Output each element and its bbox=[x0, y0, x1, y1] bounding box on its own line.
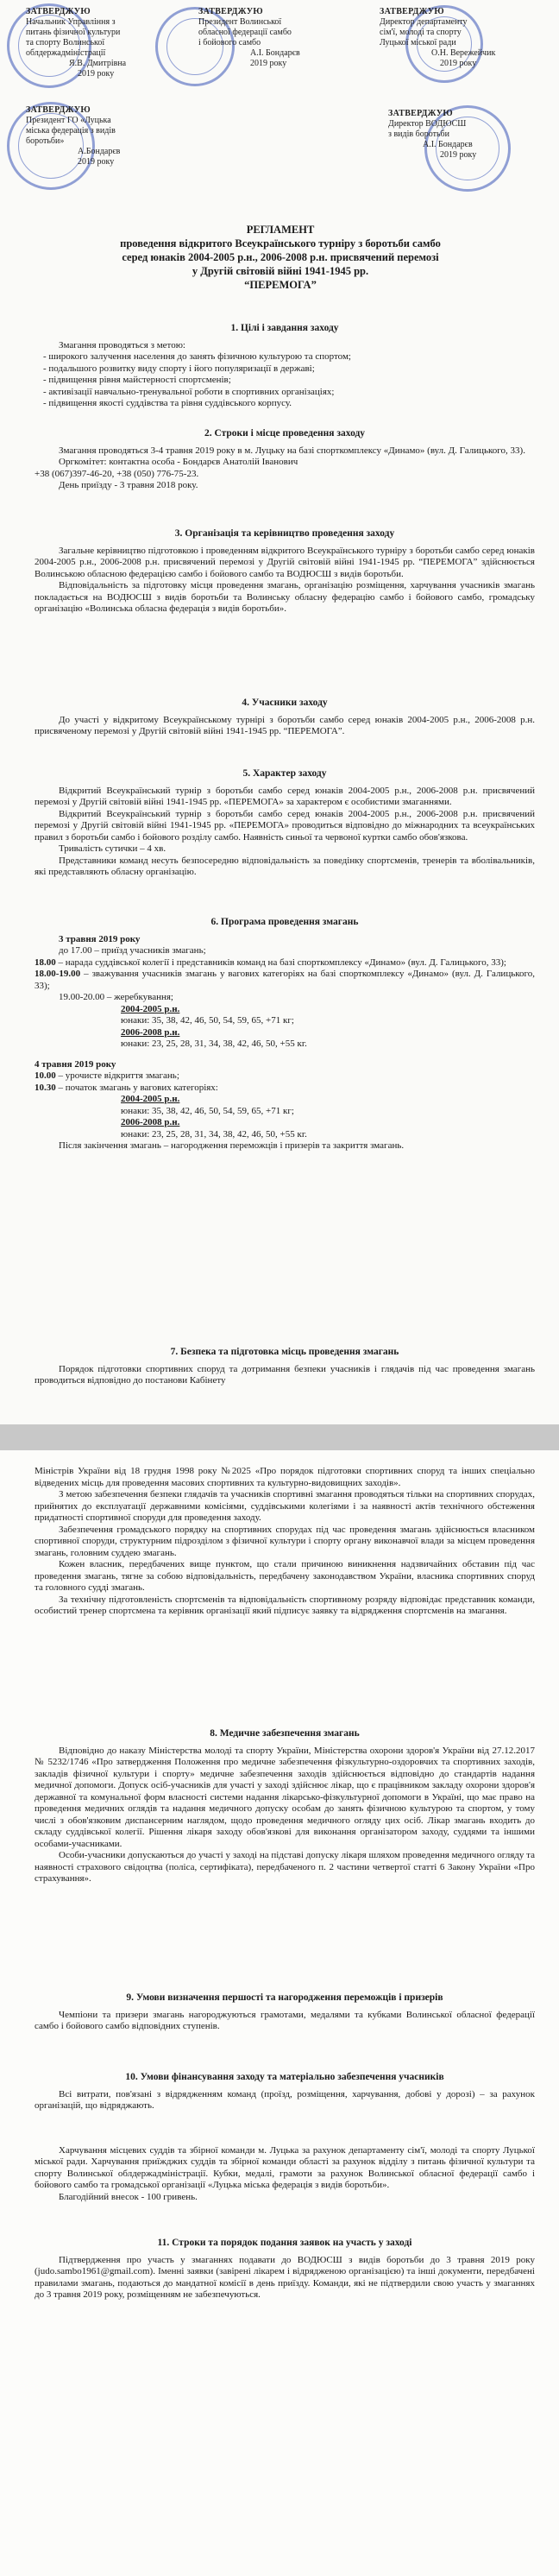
approval-block-1: ЗАТВЕРДЖУЮ Начальник Управління з питань фізичної культури та спорту Волинської облдержадміністрації Я.В. Дмитрівна 2019 року bbox=[26, 7, 127, 79]
approval-block-4: ЗАТВЕРДЖУЮ Президент ГО «Луцька міська федерація з видів боротьби» А.Бондарєв 2019 року bbox=[26, 105, 121, 167]
document-title: РЕГЛАМЕНТ проведення відкритого Всеукраїнського турніру з боротьби самбо серед юнаків 2004-2005 р.н., 2006-2008 р.н. присвячений перемозі у Другій світовій війні 1941-1945 рр. “ПЕРЕМОГА” bbox=[120, 224, 441, 291]
section-participants: 4. Учасники заходу До участі у відкритому Всеукраїнському турнірі з боротьби самбо серед юнаків 2004-2005 р.н., 2006-2008 р.н. присвяченому перемозі у Другій світовій війні 1941-1945 рр. “ПЕРЕМОГА”. bbox=[35, 698, 535, 736]
section-applications: 11. Строки та порядок подання заявок на участь у заході Підтвердження про участь у змаганнях подавати до ВОДЮСШ з видів боротьби до 3 травня 2019 року (judo.sambo1961@gmail.com). Іменні заявки (завірені лікарем і відрядженою організацією) та інші документи, передбачені правилами змагань, подаються до мандатної комісії в день приїзду. Команди, які не підтвердили свою участь у змаганнях до 3 травня 2019 року, розміщенням не забезпечуються. bbox=[35, 2238, 535, 2300]
section-program: 6. Програма проведення змагань 3 травня 2019 року до 17.00 – приїзд учасників змагань; 18.00 – нарада суддівської колегії і представників команд на базі спорткомплексу «Динамо» (вул. Д. Галицького, 33); 18.00-19.00 – зважування учасників змагань у вагових категоріях на базі спорткомплексу «Динамо» (вул. Д. Галицького, 33); 19.00-20.00 – жеребкування; 2004-2005 р.н. юнаки: 35, 38, 42, 46, 50, 54, 59, 65, +71 кг; 2006-2008 р.н. юнаки: 23, 25, 28, 31, 34, 38, 42, 46, 50, +55 кг. 4 травня 2019 року 10.00 – урочисте відкриття змагань; 10.30 – початок змагань у вагових категоріях: 2004-2005 р.н. юнаки: 35, 38, 42, 46, 50, 54, 59, 65, +71 кг; 2006-2008 р.н. юнаки: 23, 25, 28, 31, 34, 38, 42, 46, 50, +55 кг. Після закінчення змагань – нагородження переможців і призерів та закриття змагань. bbox=[35, 917, 535, 1151]
section-character: 5. Характер заходу Відкритий Всеукраїнський турнір з боротьби самбо серед юнаків 2004-2005 р.н., 2006-2008 р.н. присвячений перемозі у Другій світовій війні 1941-1945 рр. «ПЕРЕМОГА» за характером є особистими змаганнями. Відкритий Всеукраїнський турнір з боротьби самбо серед юнаків 2004-2005 р.н., 2006-2008 р.н. присвячений перемозі у Другій світовій війні 1941-1945 рр. «ПЕРЕМОГА» проводиться відповідно до міжнародних та всеукраїнських правил з боротьби самбо і бойового розділу самбо. Наявність синьої та червоної куртки самбо обов'язкова. Тривалість сутички – 4 хв. Представники команд несуть безпосередню відповідальність за поведінку спортсменів, тренерів та вболівальників, які представляють обласну організацію. bbox=[35, 768, 535, 877]
section-safety-continued: Міністрів України від 18 грудня 1998 року №2025 «Про порядок підготовки спортивних споруд та інших спеціально відведених місць для проведення масових спортивних та культурно-видовищних заходів». З метою забезпечення безпеки глядачів та учасників спортивні змагання проводяться тільки на спортивних спорудах, прийнятих до експлуатації державними комісіями, суддівськими колегіями і за наявності актів технічного обстеження придатності спортивної споруди для проведення заходу. Забезпечення громадського порядку на спортивних спорудах під час проведення змагань здійснюється власником спортивної споруди, структурним підрозділом з фізичної культури і спорту органу виконавчої влади за місцем проведення змагань, головним суддею змагань. Кожен власник, передбачених вище пунктом, що стали причиною виникнення надзвичайних обставин під час проведення змагань, тягне за собою відповідальність, передбачену законодавством України, власника спортивних споруд та головного судді змагань. За технічну підготовленість спортсменів та відповідальність спортивному розряду відповідає представник команди, особистий тренер спортсмена та керівник організації який підписує заявку та відрядження спортсменів на змагання. bbox=[35, 1466, 535, 1616]
section-dates-place: 2. Строки і місце проведення заходу Змагання проводяться 3-4 травня 2019 року в м. Луцьку на базі спорткомплексу «Динамо» (вул. Д. Галицького, 33). Оргкомітет: контактна особа - Бондарєв Анатолій Іванович +38 (067)397-46-20, +38 (050) 776-75-23. День приїзду - 3 травня 2018 року. bbox=[35, 428, 525, 490]
approval-block-3: ЗАТВЕРДЖУЮ Директор департаменту сім'ї, молоді та спорту Луцької міської ради О.Н. Вережейчик 2019 року bbox=[380, 7, 496, 68]
approval-block-2: ЗАТВЕРДЖУЮ Президент Волинської обласної федерації самбо і бойового самбо А.І. Бондарєв 2019 року bbox=[198, 7, 300, 68]
section-awards: 9. Умови визначення першості та нагородження переможців і призерів Чемпіони та призери змагань нагороджуються грамотами, медалями та кубками Волинської обласної федерації самбо і бойового самбо відповідних ступенів. bbox=[35, 1992, 535, 2031]
page-separator bbox=[0, 1424, 559, 1450]
section-safety: 7. Безпека та підготовка місць проведення змагань Порядок підготовки спортивних споруд та дотримання безпеки учасників і глядачів під час проведення змагань проводиться відповідно до постанови Кабінету bbox=[35, 1347, 535, 1386]
section-organization: 3. Організація та керівництво проведення заходу Загальне керівництво підготовкою і проведенням відкритого Всеукраїнського турніру з боротьби самбо серед юнаків 2004-2005 р.н., 2006-2008 р.н. присвячений перемозі у Другій світовій війні 1941-1945 рр. “ПЕРЕМОГА” здійснюється Волинською обласною федерацією самбо і бойового самбо та ВОДЮСШ з видів боротьби. Відповідальність за підготовку місця проведення змагань, організацію розміщення, харчування учасників змагань покладається на ВОДЮСШ з видів боротьби та Волинську обласну федерацію самбо і бойового самбо, громадську організацію «Волинська обласна федерація з видів боротьби». bbox=[35, 528, 535, 614]
document-page-2 bbox=[0, 1450, 559, 2576]
section-goals: 1. Цілі і завдання заходу Змагання проводяться з метою: - широкого залучення населення до занять фізичною культурою та спортом; - подальшого розвитку виду спорту і його популяризації в державі; - підвищення рівня майстерності спортсменів; - активізації навчально-тренувальної роботи в спортивних організаціях; - підвищення якості суддівства та рівня суддівського корпусу. bbox=[35, 323, 535, 410]
section-financing: 10. Умови фінансування заходу та матеріально забезпечення учасників Всі витрати, пов'язані з відрядженням команд (проїзд, розміщення, харчування, добові у дорозі) – за рахунок організацій, що відряджають. Харчування місцевих суддів та збірної команди м. Луцька за рахунок департаменту сім'ї, молоді та спорту Луцької міської ради. Харчування приїжджих суддів та збірної команди області за рахунок відділу з питань фізичної культури та спорту Волинської облдержадміністрації. Кубки, медалі, грамоти за рахунок Волинської обласної федерації самбо і бойового самбо та громадської організації «Луцька міська федерація з видів боротьби». Благодійний внесок - 100 гривень. bbox=[35, 2072, 535, 2202]
approval-block-5: ЗАТВЕРДЖУЮ Директор ВОДЮСШ з видів боротьби А.І. Бондарєв 2019 року bbox=[388, 109, 477, 160]
goals-list: - широкого залучення населення до занять фізичною культурою та спортом; - подальшого розвитку виду спорту і його популяризації в державі; - підвищення рівня майстерності спортсменів; - активізації навчально-тренувальної роботи в спортивних організаціях; - підвищення якості суддівства та рівня суддівського корпусу. bbox=[35, 351, 535, 410]
section-medical: 8. Медичне забезпечення змагань Відповідно до наказу Міністерства молоді та спорту України, Міністерства охорони здоров'я України від 27.12.2017 № 5232/1746 «Про затвердження Положення про медичне забезпечення фізкультурно-оздоровчих та спортивних заходів, закладів фізичної культури і спорту» медичне забезпечення заходів здійснюється відповідно до стандартів надання медичної допомоги. Допуск осіб-учасників для участі у заході здійснює лікар, що є працівником закладу охорони здоров'я державної та комунальної форм власності системи надання лікарсько-фізкультурної допомоги в Україні, що має право на проведення медичних оглядів та надання медичного допуску особам до занять фізичною культурою та спортом, у тому числі з обов'язковим диспансерним наглядом, щодо проведення медичного огляду цих осіб. Лікар змагань входить до складу суддівської колегії. Рішення лікаря заходу обов'язкові для виконання організатором заходу, суддями та іншими особами-учасниками. Особи-учасники допускаються до участі у заході на підставі допуску лікаря шляхом проведення медичного огляду та наявності страхового свідоцтва (поліса, сертифіката), передбаченого п. 2 частини четвертої статті 6 Закону України «Про страхування». bbox=[35, 1728, 535, 1884]
